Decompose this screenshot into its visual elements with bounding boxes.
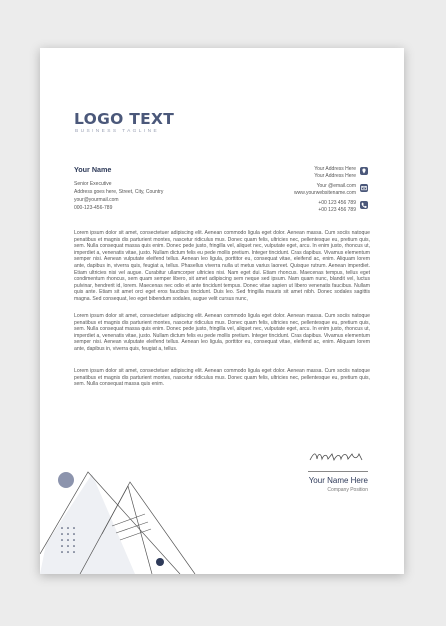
phone-icon [360,201,368,209]
sender-email: your@yourmail.com [74,197,119,203]
body-paragraph-1: Lorem ipsum dolor sit amet, consectetuer adipiscing elit. Aenean commodo ligula eget dolor. Aenean massa. Cum sociis natoque penatibus et magnis dis parturient montes, nascetur ridiculus mus. Donec quam felis, ultricies nec, pellentesque eu, pretium quis, sem. Nulla consequat massa quis enim. Donec pede justo, fringilla vel, aliquet nec, vulputate eget, arcu. In enim justo, rhoncus ut, imperdiet a, venenatis vitae, justo. Nullam dictum felis eu pede mollis pretium. Integer tincidunt. Cras dapibus. Vivamus elementum semper nisi. Aenean vulputate eleifend tellus. Aenean leo ligula, porttitor eu, consequat vitae, eleifend ac, enim. Aliquam lorem ante, dapibus in, viverra quis, feugiat a, tellus. Phasellus viverra nulla ut metus varius laoreet. Quisque rutrum. Aenean imperdiet. Etiam ultricies nisi vel augue. Curabitur ullamcorper ultricies nisi. Nam eget dui. Etiam rhoncus. Maecenas tempus, tellus eget condimentum rhoncus, sem quam semper libero, sit amet adipiscing sem neque sed ipsum. Nam quam nunc, blandit vel, luctus pulvinar, hendrerit id, lorem. Maecenas nec odio et ante tincidunt tempus. Donec vitae sapien ut libero venenatis faucibus. Nullam quis ante. Etiam sit amet orci eget eros faucibus tincidunt. Duis leo. Sed fringilla mauris sit amet nibh. Donec sodales sagittis magna. Sed consequat, leo eget bibendum sodales, augue velit cursus nunc, [74,230,370,302]
sender-phone: 000-123-456-789 [74,205,113,211]
sender-title: Senior Executive [74,181,112,187]
contact-address [294,166,368,179]
geometric-decoration [40,434,404,574]
signatory-name: Your Name Here [308,476,368,485]
contact-phone1: +00 123 456 789 [318,200,356,206]
sender-name: Your Name [74,165,112,174]
sender-block [74,165,224,212]
contact-phone-group [294,200,368,213]
logo-tagline: BUSINESS TAGLINE [75,129,160,134]
contact-email: Your @email.com [316,183,356,189]
signatory-position: Company Position [327,487,368,493]
contact-phone2: +00 123 456 789 [318,206,356,213]
contact-address-line1: Your Address Here [314,166,356,172]
logo-title: LOGO TEXT [74,110,175,128]
body-paragraph-3: Lorem ipsum dolor sit amet, consectetuer adipiscing elit. Aenean commodo ligula eget dolor. Aenean massa. Cum sociis natoque penatibus et magnis dis parturient montes, nascetur ridiculus mus. Donec quam felis, ultricies nec, pellentesque eu, pretium quis, sem. Nulla consequat massa quis enim. [74,368,370,388]
contact-email-group [294,183,368,196]
contact-address-line2: Your Address Here [314,172,356,179]
body-paragraph-2: Lorem ipsum dolor sit amet, consectetuer adipiscing elit. Aenean commodo ligula eget dolor. Aenean massa. Cum sociis natoque penatibus et magnis dis parturient montes, nascetur ridiculus mus. Donec quam felis, ultricies nec, pellentesque eu, pretium quis, sem. Nulla consequat massa quis enim. Donec pede justo, fringilla vel, aliquet nec, vulputate eget, arcu. In enim justo, rhoncus ut, imperdiet a, venenatis vitae, justo. Nullam dictum felis eu pede mollis pretium. Integer tincidunt. Cras dapibus. Vivamus elementum semper nisi. Aenean vulputate eleifend tellus. Aenean leo ligula, porttitor eu, consequat vitae, eleifend ac, enim. Aliquam lorem ante, dapibus in, viverra quis, feugiat a, tellus. [74,313,370,352]
map-pin-icon [360,167,368,175]
sender-address: Address goes here, Street, City, Country [74,189,164,195]
email-icon [360,184,368,192]
contact-block [294,166,368,217]
contact-website: www.yourwebsitename.com [294,189,356,196]
letterhead-page [40,48,404,574]
